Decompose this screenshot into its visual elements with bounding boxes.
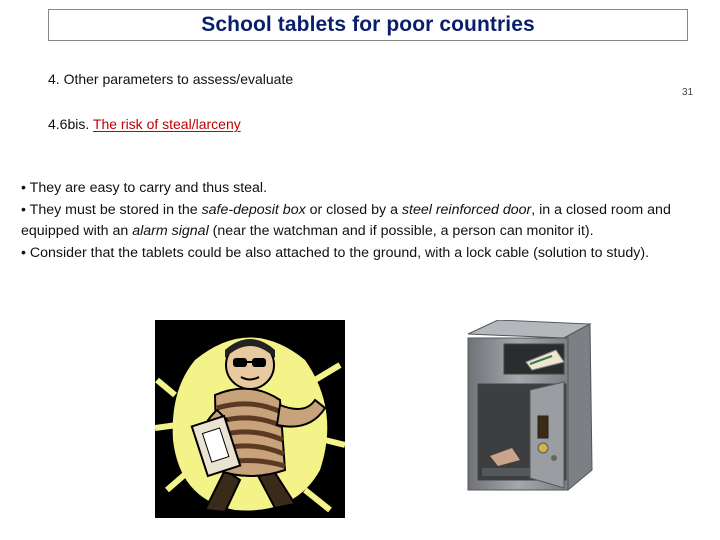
bullet-emphasis: safe-deposit box	[201, 201, 306, 218]
slide-title: School tablets for poor countries	[201, 13, 535, 36]
bullet-text: or closed by a	[305, 201, 402, 218]
bullet-text: • They are easy to carry and thus steal.	[21, 180, 268, 196]
page-number: 31	[682, 87, 694, 98]
sub-heading	[48, 116, 241, 132]
bullet-text: • Consider that the tablets could be also attached to the ground, with a lock cable (solution to study).	[21, 244, 650, 261]
safe-illustration	[460, 320, 597, 498]
bullet-text: • They must be stored in the	[21, 201, 202, 218]
section-heading: 4. Other parameters to assess/evaluate	[48, 71, 294, 87]
bullet-text: (near the watchman and if possible, a person can monitor it).	[208, 223, 594, 239]
bullet-item	[21, 178, 701, 200]
bullet-emphasis: alarm signal	[132, 223, 209, 239]
bullet-text: , in a closed room and equipped with an	[21, 201, 671, 239]
title-box	[48, 9, 688, 41]
sub-heading-risk: The risk of steal/larceny	[92, 116, 241, 132]
bullet-item	[21, 200, 701, 243]
sub-heading-number: 4.6bis.	[48, 116, 93, 132]
bullet-emphasis: steel reinforced door	[401, 201, 532, 218]
thief-illustration	[155, 320, 345, 518]
safe-box-icon	[468, 320, 592, 490]
bullet-list	[21, 178, 701, 264]
bullet-item	[21, 243, 701, 265]
